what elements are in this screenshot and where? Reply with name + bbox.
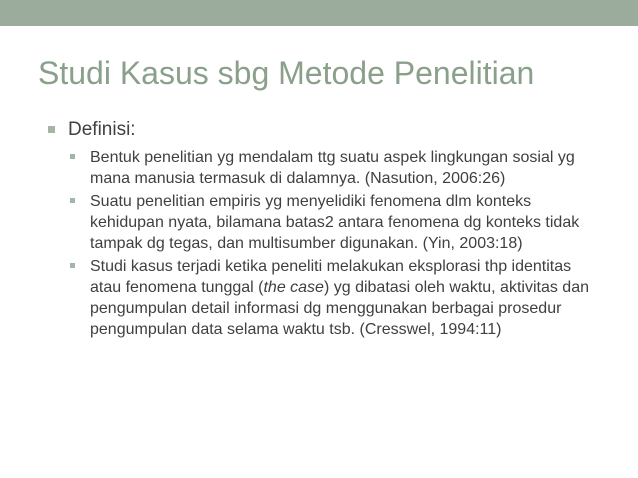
sub-bullet-nasution <box>68 147 606 189</box>
sub-bullet-text-after: ) yg dibatasi oleh waktu, aktivitas dan pengumpulan detail informasi dg menggunakan berbagai prosedur pengumpulan data selama waktu tsb. (Cresswel, 1994:11) <box>90 279 589 338</box>
bullet-definisi <box>46 118 606 142</box>
sub-bullet-list <box>68 147 606 340</box>
sub-bullet-yin <box>68 191 606 254</box>
sub-bullet-text-before: Studi kasus terjadi ketika peneliti melakukan eksplorasi thp identitas atau fenomena tunggal ( <box>90 258 572 296</box>
sub-bullet-text: Suatu penelitian empiris yg menyelidiki fenomena dlm konteks kehidupan nyata, bilamana batas2 antara fenomena dg konteks tidak tampak dg tegas, dan multisumber digunakan. (Yin, 2003:18) <box>90 193 580 252</box>
slide-content <box>46 118 606 342</box>
bullet-text: Definisi: <box>68 119 136 140</box>
sub-bullet-text: Bentuk penelitian yg mendalam ttg suatu aspek lingkungan sosial yg mana manusia termasuk di dalamnya. (Nasution, 2006:26) <box>90 149 575 187</box>
square-bullet-icon <box>70 154 75 159</box>
square-bullet-icon <box>70 263 75 268</box>
sub-bullet-cresswel <box>68 256 606 340</box>
square-bullet-icon <box>48 126 55 133</box>
sub-bullet-italic-text: the case <box>263 279 324 296</box>
header-bar <box>0 0 638 26</box>
square-bullet-icon <box>70 198 75 203</box>
slide-title: Studi Kasus sbg Metode Penelitian <box>38 55 535 91</box>
